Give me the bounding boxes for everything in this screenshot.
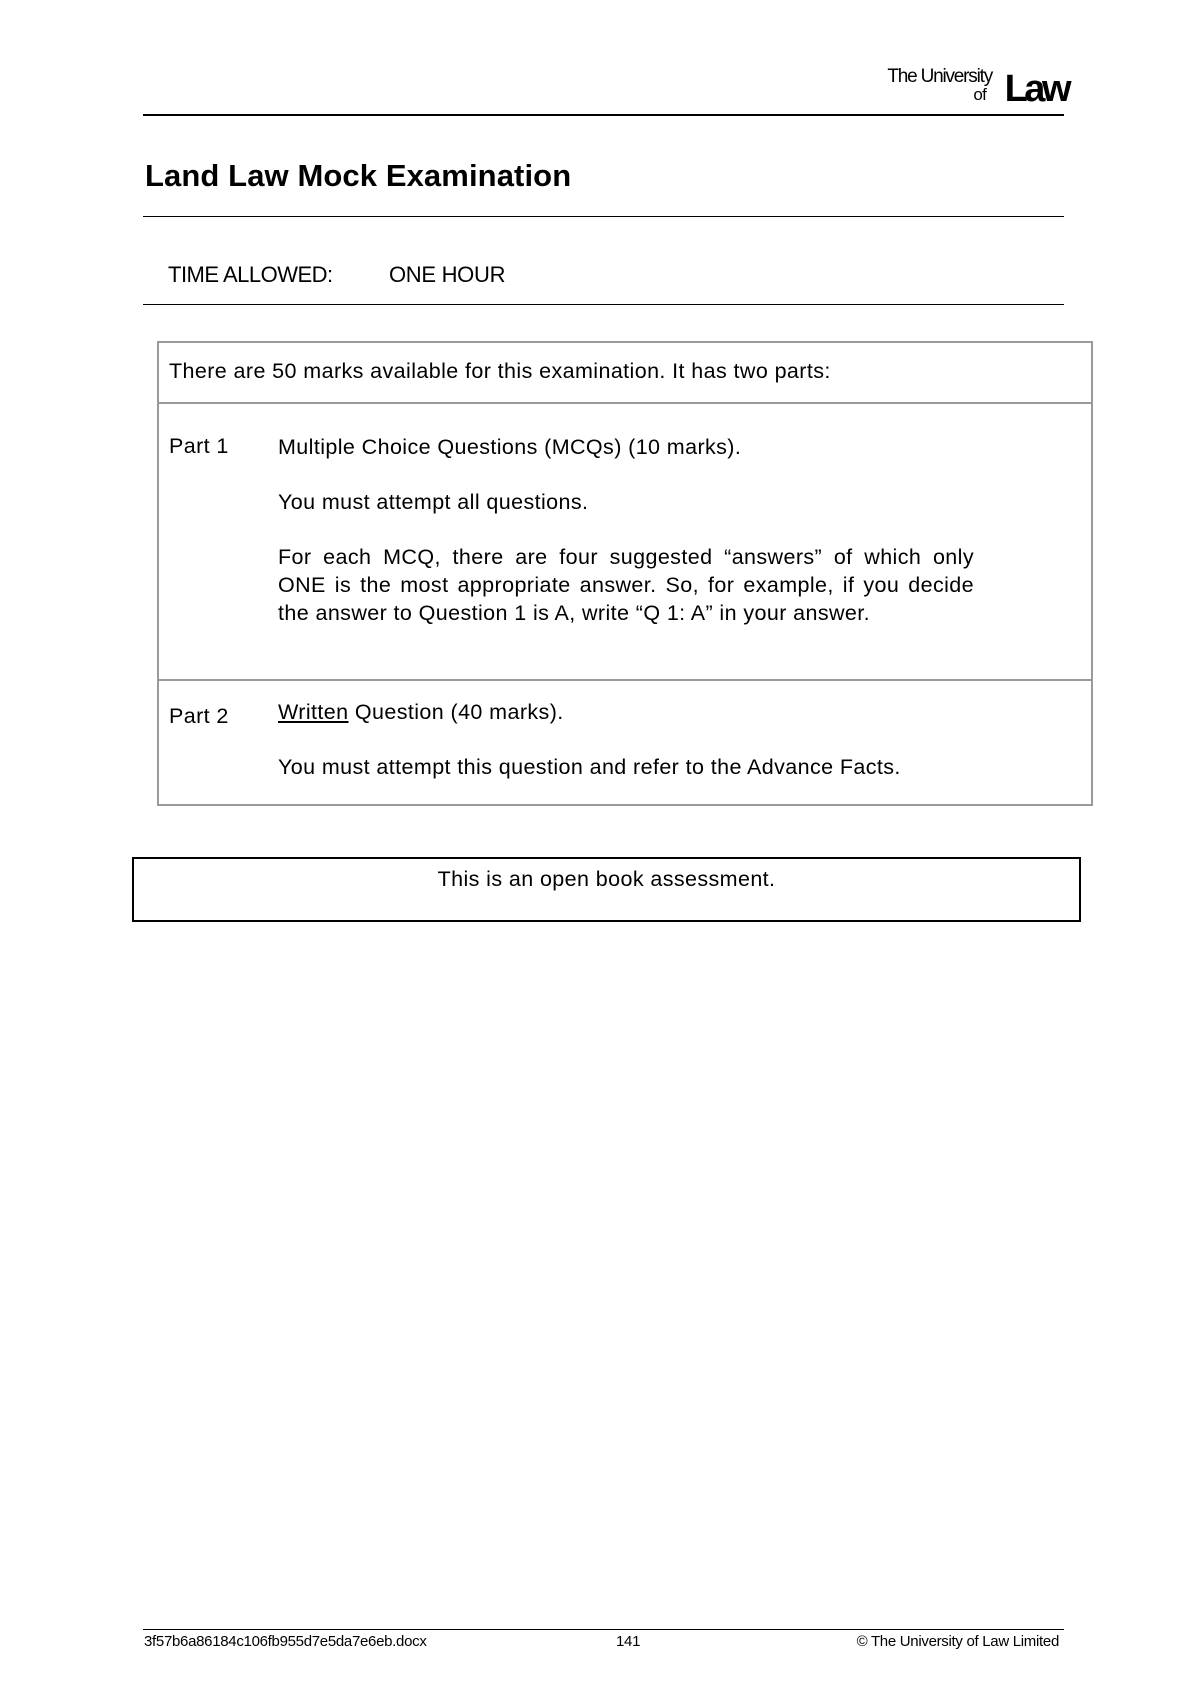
open-book-notice <box>132 857 1081 922</box>
part-2-instruction: You must attempt this question and refer to the Advance Facts. <box>278 755 901 779</box>
header-divider <box>143 114 1064 116</box>
exam-structure-table <box>157 341 1093 806</box>
table-row-part-1 <box>159 404 1091 681</box>
title-divider <box>143 216 1064 217</box>
part-2-label: Part 2 <box>169 704 229 728</box>
footer-copyright: © The University of Law Limited <box>856 1633 1059 1650</box>
open-book-text: This is an open book assessment. <box>437 867 776 891</box>
logo-line1: The University <box>887 66 992 87</box>
part-1-heading: Multiple Choice Questions (MCQs) (10 marks). <box>278 435 742 459</box>
part-2-heading-rest: Question (40 marks). <box>348 700 564 724</box>
logo-law: Law <box>1004 68 1068 110</box>
part-2-heading <box>278 698 974 726</box>
part-1-instruction: You must attempt all questions. <box>278 490 589 514</box>
page-title: Land Law Mock Examination <box>145 158 572 193</box>
footer-divider <box>143 1629 1064 1630</box>
part-1-explanation: For each MCQ, there are four suggested “answers” of which only ONE is the most appropriate answer. So, for example, if you decide the answer to Question 1 is A, write “Q 1: A” in your answer. <box>278 545 974 625</box>
logo-of: of <box>973 85 986 104</box>
intro-text: There are 50 marks available for this examination. It has two parts: <box>169 359 831 383</box>
table-row-intro <box>159 343 1091 404</box>
time-allowed-value: ONE HOUR <box>389 262 506 287</box>
part-1-label: Part 1 <box>169 434 229 458</box>
table-row-part-2 <box>159 681 1091 804</box>
time-allowed-label: TIME ALLOWED: <box>168 262 333 287</box>
university-logo <box>858 66 1068 110</box>
part-2-heading-underlined: Written <box>278 700 349 724</box>
time-divider <box>143 304 1064 305</box>
footer-filename: 3f57b6a86184c106fb955d7e5da7e6eb.docx <box>144 1633 427 1650</box>
footer-page-number: 141 <box>616 1633 641 1650</box>
